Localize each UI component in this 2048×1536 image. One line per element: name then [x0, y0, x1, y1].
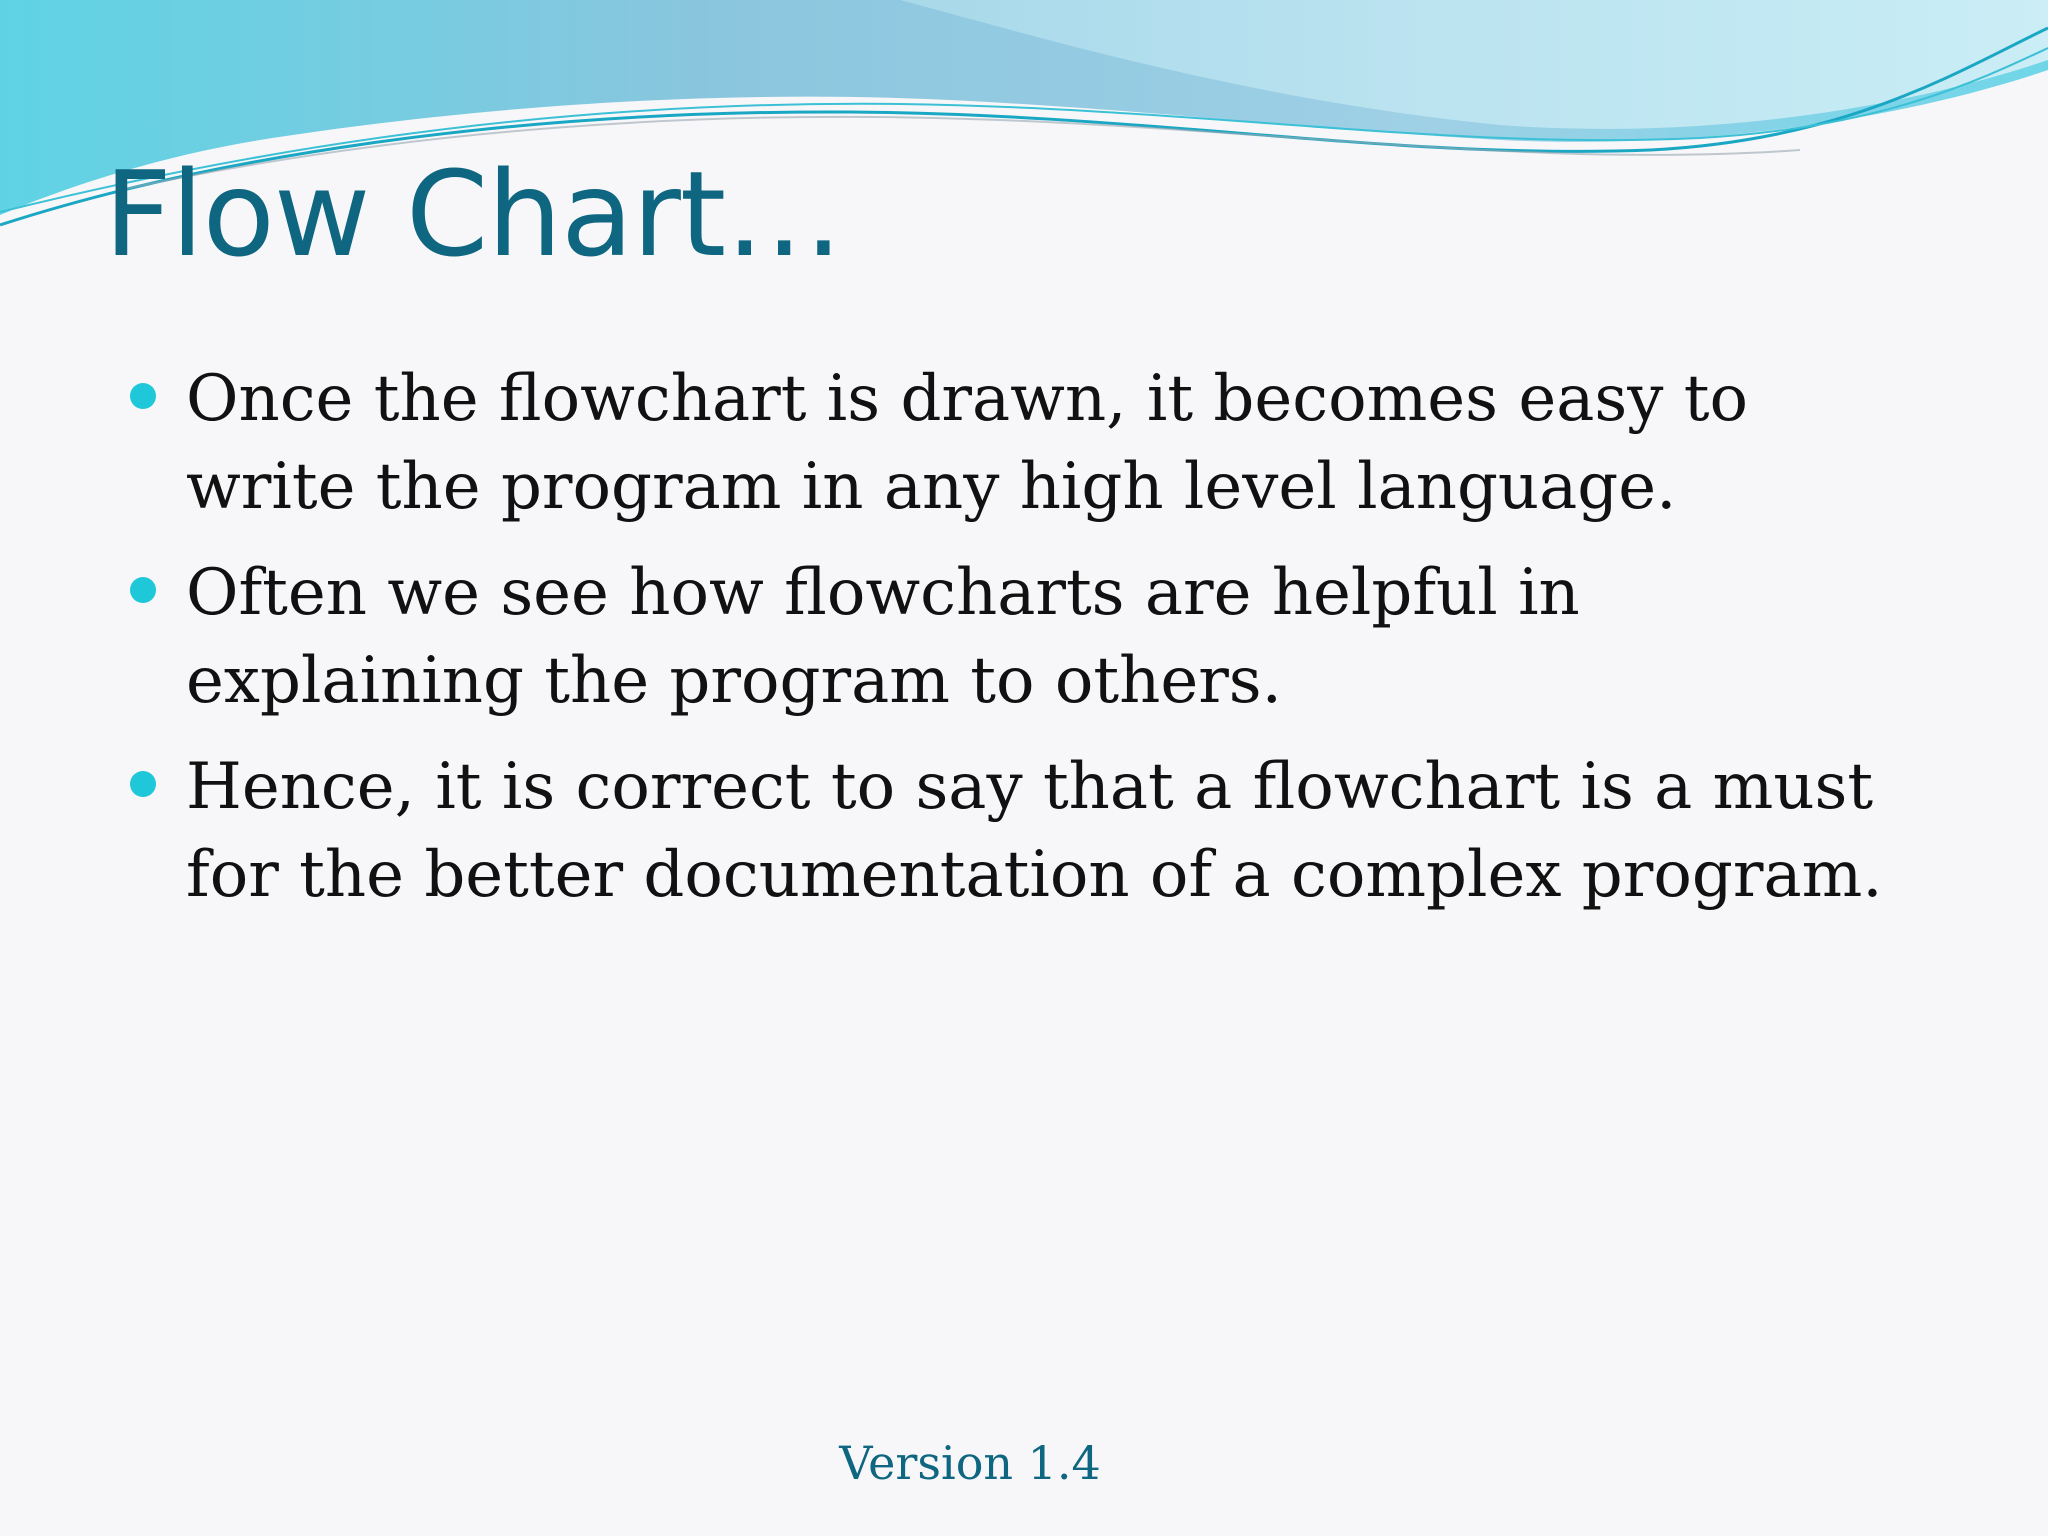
bullet-item	[130, 743, 1920, 919]
bullet-item	[130, 549, 1920, 725]
bullet-item	[130, 355, 1920, 531]
bullet-dot-icon	[130, 383, 156, 409]
bullet-dot-icon	[130, 577, 156, 603]
slide-footer: Version 1.4	[839, 1436, 1101, 1490]
bullet-text: Hence, it is correct to say that a flowchart is a must for the better documentation of a complex program.	[186, 750, 1883, 912]
bullet-text: Often we see how flowcharts are helpful in explaining the program to others.	[186, 556, 1580, 718]
bullet-dot-icon	[130, 771, 156, 797]
slide-title: Flow Chart…	[104, 145, 843, 283]
bullet-list	[130, 355, 1920, 937]
bullet-text: Once the flowchart is drawn, it becomes easy to write the program in any high level language.	[186, 362, 1748, 524]
